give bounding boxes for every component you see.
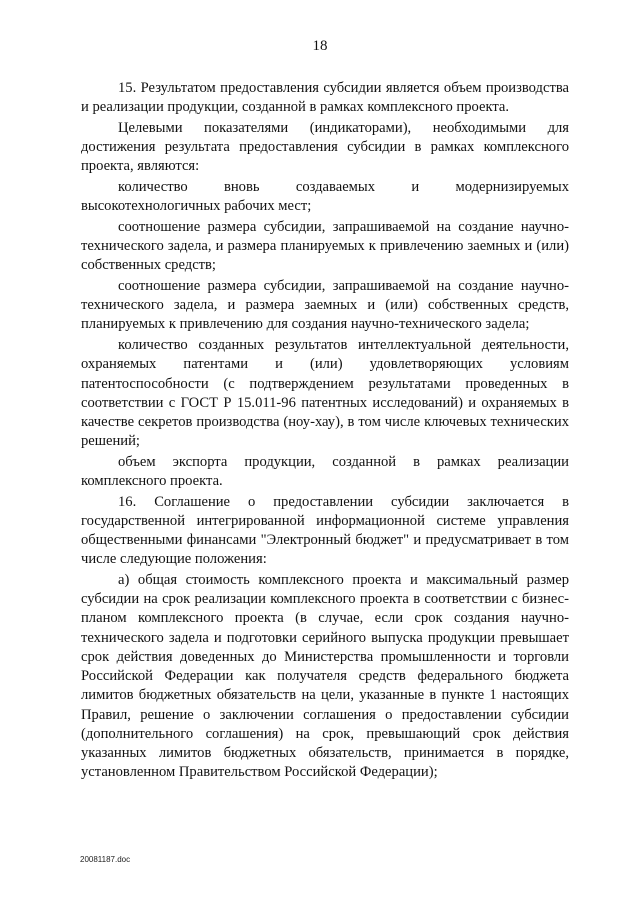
paragraph-16-agreement: 16. Соглашение о предоставлении субсидии заключается в государственной интегрированной информационной системе управления общественными финансами "Электронный бюджет" и предусматривает в том числе следующие положения: xyxy=(81,493,569,568)
paragraph-target-indicators: Целевыми показателями (индикаторами), необходимыми для достижения результата предоставления субсидии в рамках комплексного проекта, являются: xyxy=(81,119,569,175)
paragraph-indicator-ratio-planned: соотношение размера субсидии, запрашиваемой на создание научно-технического задела, и размера планируемых к привлечению заемных и (или) собственных средств; xyxy=(81,218,569,274)
document-body xyxy=(81,79,569,784)
paragraph-indicator-ip-results: количество созданных результатов интеллектуальной деятельности, охраняемых патентами и (или) удовлетворяющих условиям патентоспособности (с подтверждением результатами проведенных в соответствии с ГОСТ Р 15.011-96 патентных исследований) и охраняемых в качестве секретов производства (ноу-хау), в том числе ключевых технических решений; xyxy=(81,337,569,450)
paragraph-indicator-export: объем экспорта продукции, созданной в рамках реализации комплексного проекта. xyxy=(81,453,569,490)
paragraph-16a-cost: а) общая стоимость комплексного проекта и максимальный размер субсидии на срок реализации комплексного проекта в соответствии с бизнес-планом комплексного проекта (в случае, если срок создания научно-технического задела и подготовки серийного выпуска продукции превышает срок действия доведенных до Министерства промышленности и торговли Российской Федерации как получателя средств федерального бюджета лимитов бюджетных обязательств на цели, указанные в пункте 1 настоящих Правил, решение о заключении соглашения о предоставлении субсидии (дополнительного соглашения) на срок, превышающий срок действия указанных лимитов бюджетных обязательств, принимается в порядке, установленном Правительством Российской Федерации); xyxy=(81,572,569,781)
paragraph-15-result: 15. Результатом предоставления субсидии является объем производства и реализации продукции, созданной в рамках комплексного проекта. xyxy=(81,80,569,116)
paragraph-indicator-ratio-own: соотношение размера субсидии, запрашиваемой на создание научно-технического задела, и размера заемных и (или) собственных средств, планируемых к привлечению для создания научно-технического задела; xyxy=(81,278,569,333)
paragraph-indicator-jobs: количество вновь создаваемых и модернизируемых высокотехнологичных рабочих мест; xyxy=(81,179,569,215)
footer-filename: 20081187.doc xyxy=(80,855,131,864)
page-number: 18 xyxy=(312,38,328,54)
